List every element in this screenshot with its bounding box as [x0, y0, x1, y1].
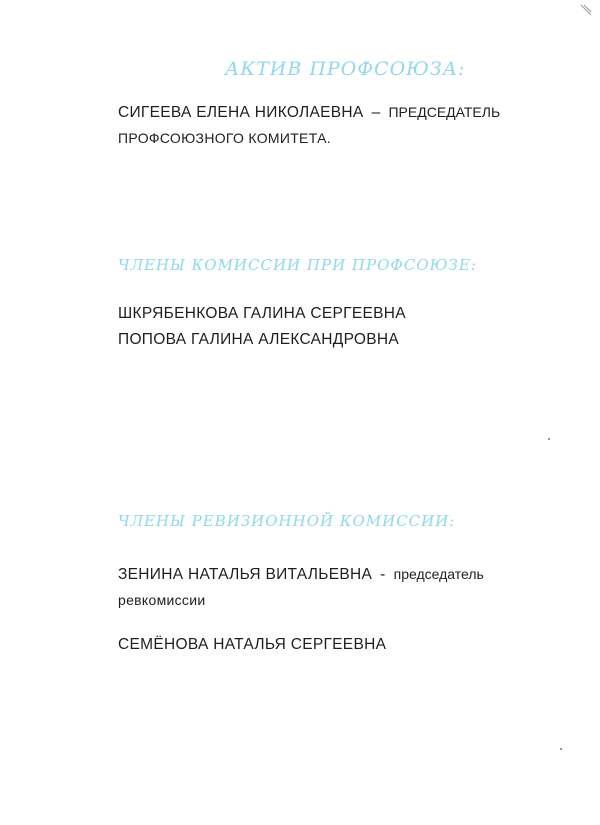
section-heading-audit-commission: ЧЛЕНЫ РЕВИЗИОННОЙ КОМИССИИ: [118, 512, 456, 530]
chairman-role: ПРЕДСЕДАТЕЛЬ [388, 104, 501, 120]
member-name: ПОПОВА ГАЛИНА АЛЕКСАНДРОВНА [118, 331, 399, 348]
audit-chair-name: ЗЕНИНА НАТАЛЬЯ ВИТАЛЬЕВНА [118, 566, 373, 583]
audit-chair-role: председатель [393, 566, 484, 582]
section-heading-union-activists: АКТИВ ПРОФСОЮЗА: [225, 58, 466, 80]
chairman-name: СИГЕЕВА ЕЛЕНА НИКОЛАЕВНА [118, 104, 364, 121]
dash-separator: - [380, 566, 386, 583]
member-name: ШКРЯБЕНКОВА ГАЛИНА СЕРГЕЕВНА [118, 305, 406, 322]
chairman-line [118, 104, 500, 122]
dash-separator: – [371, 104, 381, 121]
scan-corner-mark [580, 4, 592, 16]
audit-chair-line [118, 566, 484, 584]
audit-chair-role-continuation: ревкомиссии [118, 592, 206, 608]
scan-speck [560, 748, 562, 750]
audit-member-name: СЕМЁНОВА НАТАЛЬЯ СЕРГЕЕВНА [118, 636, 387, 653]
section-heading-commission-members: ЧЛЕНЫ КОМИССИИ ПРИ ПРОФСОЮЗЕ: [118, 256, 477, 274]
committee-line: ПРОФСОЮЗНОГО КОМИТЕТА. [118, 130, 331, 146]
scan-speck [548, 438, 550, 440]
